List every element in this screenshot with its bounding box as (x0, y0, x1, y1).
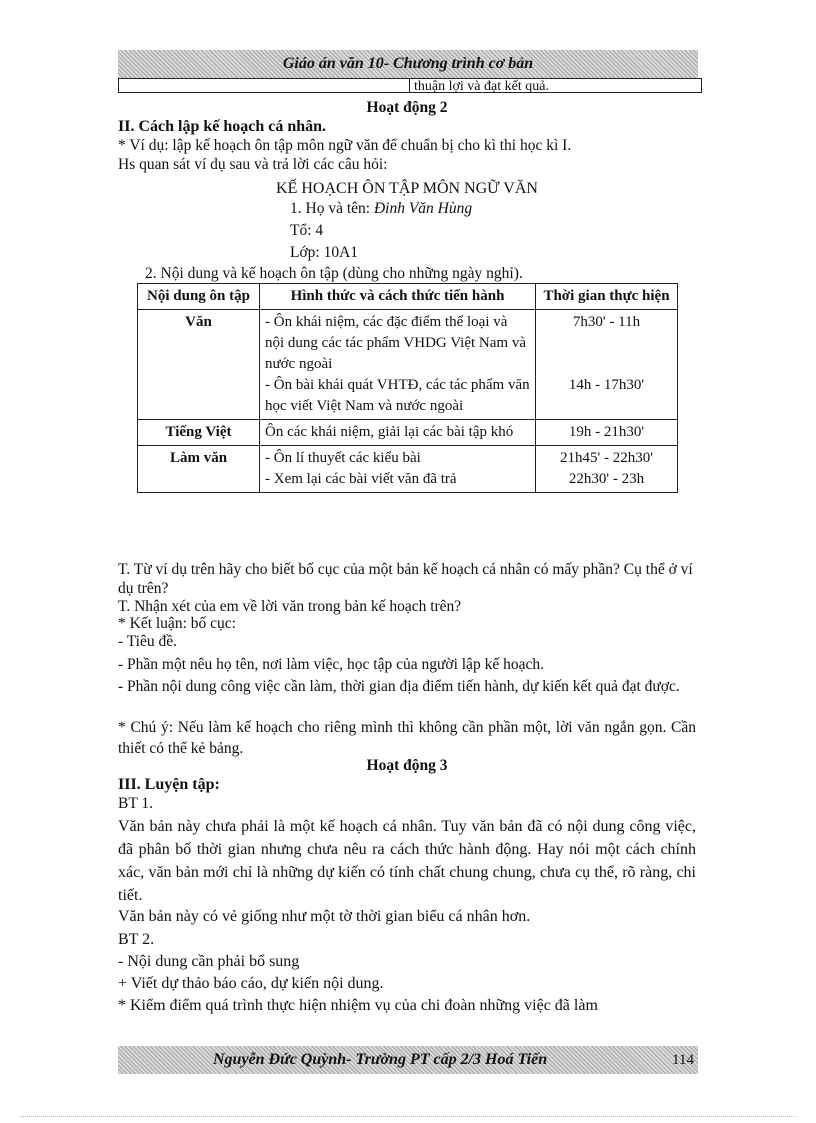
activity-2-heading: Hoạt động 2 (366, 99, 448, 116)
instruction: Hs quan sát ví dụ sau và trả lời các câu hỏi: (118, 156, 388, 173)
question-2: T. Nhận xét của em về lời văn trong bản kế hoạch trên? (118, 598, 462, 615)
column-header: Hình thức và cách thức tiến hành (260, 284, 536, 310)
class-line: Lớp: 10A1 (290, 244, 359, 261)
section-3-title: III. Luyện tập: (118, 776, 220, 793)
content-label: 2. Nội dung và kế hoạch ôn tập (dùng cho những ngày nghỉ). (145, 265, 523, 282)
time-cell (536, 310, 678, 420)
time-item: 7h30' - 11h (572, 314, 641, 330)
plan-title: KẾ HOẠCH ÔN TẬP MÔN NGỮ VĂN (276, 180, 538, 197)
time-item: 14h - 17h30' (568, 377, 645, 393)
time-cell: 19h - 21h30' (536, 420, 678, 446)
bt1-label: BT 1. (118, 795, 154, 812)
method-item: - Ôn khái niệm, các đặc điểm thể loại và nội dung các tác phẩm VHDG Việt Nam và nước ngoài (265, 314, 526, 372)
conclusion-item-3: - Phần nội dung công việc cần làm, thời gian địa điểm tiến hành, dự kiến kết quả đạt được. (118, 678, 680, 695)
column-header: Thời gian thực hiện (536, 284, 678, 310)
bt2-line-1: - Nội dung cần phải bổ sung (118, 953, 300, 970)
header-title: Giáo án văn 10- Chương trình cơ bản (282, 55, 534, 72)
example-intro: * Ví dụ: lập kế hoạch ôn tập môn ngữ văn để chuẩn bị cho kì thi học kì I. (118, 137, 572, 154)
study-plan-table (137, 283, 678, 493)
bt1-text-2: Văn bản này có vẻ giống như một tờ thời gian biểu cá nhân hơn. (118, 908, 531, 925)
bt2-line-2: + Viết dự thảo báo cáo, dự kiến nội dung. (118, 975, 384, 992)
bt1-text: Văn bản này chưa phải là một kế hoạch cá nhân. Tuy văn bản đã có nội dung công việc, đã phân bố thời gian nhưng chưa nêu ra cách thức hành động. Hay nói một cách chính xác, văn bản mới chỉ là những dự kiến có tính chất chung chung, chưa cụ thể, rõ ràng, chi tiết. (118, 818, 696, 904)
conclusion-item-1: - Tiêu đề. (118, 633, 177, 650)
group-line: Tổ: 4 (290, 222, 324, 239)
bt2-line-3: * Kiểm điểm quá trình thực hiện nhiệm vụ của chi đoàn những việc đã làm (118, 997, 598, 1014)
page-number: 114 (672, 1052, 694, 1068)
table-row (138, 420, 678, 446)
question-1: T. Từ ví dụ trên hãy cho biết bố cục của một bản kế hoạch cá nhân có mấy phần? Cụ thể ở ví dụ trên? (118, 561, 693, 597)
time-cell (536, 446, 678, 493)
bt2-label: BT 2. (118, 931, 155, 948)
method-cell: Ôn các khái niệm, giải lại các bài tập khó (260, 420, 536, 446)
conclusion-label: * Kết luận: bố cục: (118, 615, 236, 632)
time-item: 21h45' - 22h30' (560, 450, 653, 466)
section-2-title: II. Cách lập kế hoạch cá nhân. (118, 118, 327, 135)
subject-cell: Làm văn (138, 446, 260, 493)
method-item: - Ôn bài khái quát VHTĐ, các tác phẩm văn học viết Việt Nam và nước ngoài (265, 377, 530, 414)
page-footer (118, 1046, 698, 1074)
page-divider (20, 1116, 796, 1117)
table-header-row (138, 284, 678, 310)
time-item: 22h30' - 23h (568, 471, 645, 487)
table-row (138, 446, 678, 493)
method-item: - Xem lại các bài viết văn đã trả (265, 471, 457, 487)
name-line (290, 198, 472, 220)
subject-cell: Văn (138, 310, 260, 420)
column-header: Nội dung ôn tập (138, 284, 260, 310)
name-label: 1. Họ và tên: (290, 200, 374, 217)
method-cell (260, 310, 536, 420)
previous-row-text: thuận lợi và đạt kết quả. (409, 78, 549, 93)
previous-table-row (118, 78, 702, 93)
page-header (118, 50, 698, 78)
note: * Chú ý: Nếu làm kế hoạch cho riêng mình thì không cần phần một, lời văn ngắn gọn. Cần thiết có thể kẻ bảng. (118, 719, 696, 757)
conclusion-item-2: - Phần một nêu họ tên, nơi làm việc, học tập của người lập kế hoạch. (118, 656, 544, 673)
subject-cell: Tiếng Việt (138, 420, 260, 446)
activity-3-heading: Hoạt động 3 (366, 757, 448, 774)
name-value: Đinh Văn Hùng (373, 200, 473, 217)
method-cell (260, 446, 536, 493)
footer-author: Nguyễn Đức Quỳnh- Trường PT cấp 2/3 Hoá Tiến (213, 1051, 548, 1068)
table-row (138, 310, 678, 420)
method-item: - Ôn lí thuyết các kiểu bài (265, 450, 421, 466)
